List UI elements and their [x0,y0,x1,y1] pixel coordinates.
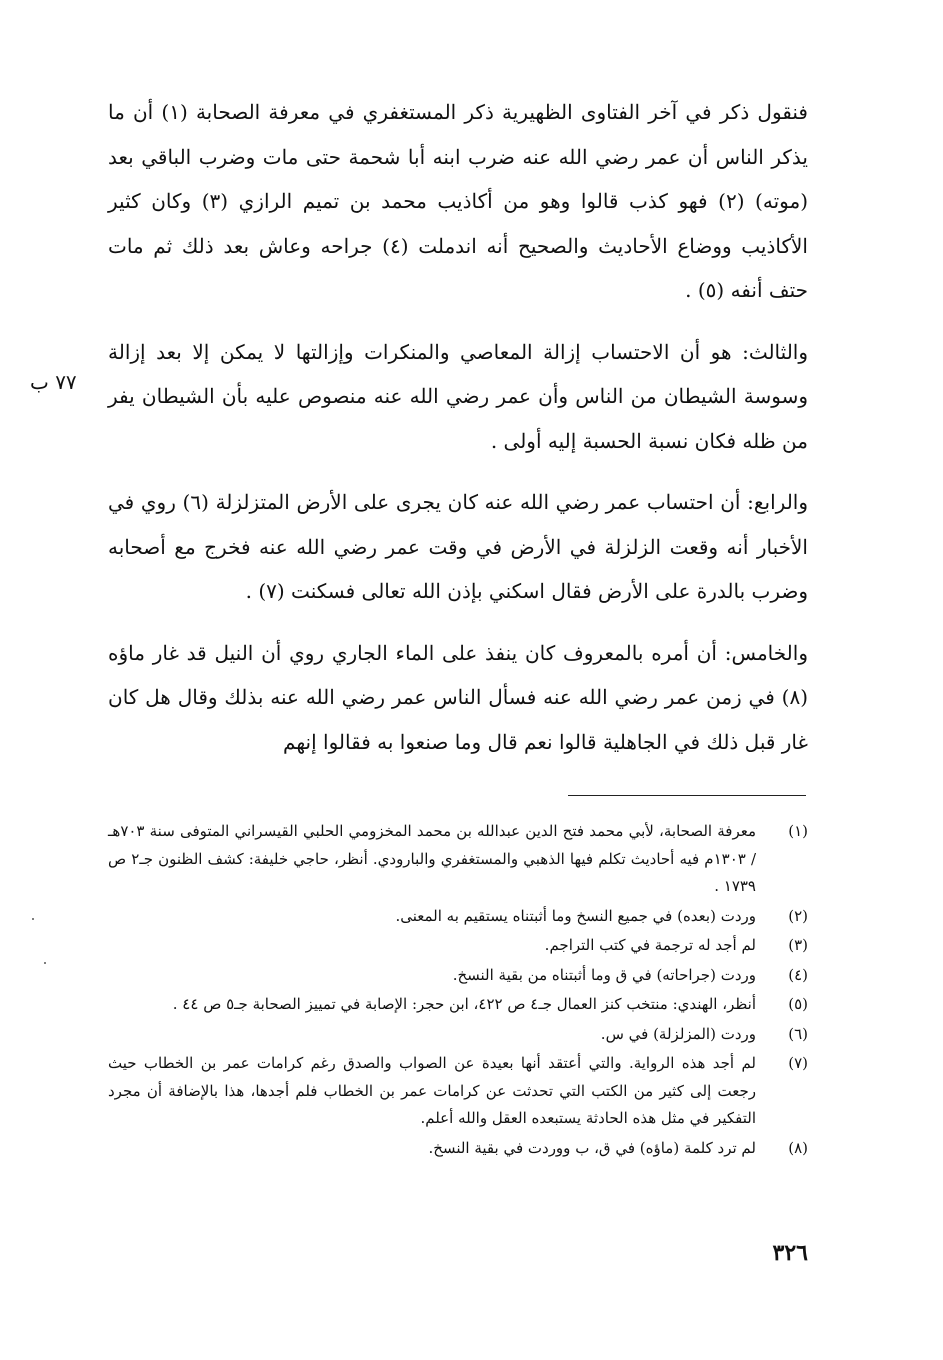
footnote-item [108,962,808,990]
footnote-number: (١) [788,822,808,840]
footnote-text: وردت (جراحاته) في ق وما أثبتناه من بقية النسخ. [452,965,756,984]
footnote-item [108,1021,808,1049]
footnote-number: (٢) [788,906,808,925]
footnote-number: (٦) [788,1024,808,1043]
footnote-number: (٣) [788,936,808,954]
paragraph-fifth: والخامس: أن أمره بالمعروف كان ينفذ على الماء الجاري روي أن النيل قد غار ماؤه (٨) في زمن عمر رضي الله عنه فسأل الناس عمر رضي الله عنه بذلك وقال هل كان غار قبل ذلك في الجاهلية قالوا نعم قال وما صنعوا به فقالوا إنهم [108,640,808,754]
footnote-item [108,903,808,931]
footnote-text: وردت (بعده) في جميع النسخ وما أثبتناه يستقيم به المعنى. [395,906,756,925]
footnote-number: (٧) [788,1054,808,1072]
main-text-body [108,90,808,781]
paragraph-fourth: والرابع: أن احتساب عمر رضي الله عنه كان يجرى على الأرض المتزلزلة (٦) روي في الأخبار أنه وقعت الزلزلة في الأرض في وقت عمر رضي الله عنه فخرج مع أصحابه وضرب بالدرة على الأرض فقال اسكني بإذن الله تعالى فسكنت (٧) . [108,490,808,603]
footnote-text: وردت (المزلزلة) في س. [600,1024,756,1043]
scan-speck [32,918,34,920]
paragraph-intro: فنقول ذكر في آخر الفتاوى الظهيرية ذكر المستغفري في معرفة الصحابة (١) أن ما يذكر الناس أن عمر رضي الله عنه ضرب ابنه أبا شحمة حتى مات وضرب الباقي بعد (موته) (٢) فهو كذب قالوا وهو من أكاذيب محمد بن تميم الرازي (٣) وكان كثير الأكاذيب ووضاع الأحاديث والصحيح أنه اندملت (٤) جراحه وعاش بعد ذلك ثم مات حتف أنفه (٥) . [108,100,808,302]
footnote-text: معرفة الصحابة، لأبي محمد فتح الدين عبدالله بن محمد المخزومي الحلبي القيسراني المتوفى سنة ٧٠٣هـ / ١٣٠٣م فيه أحاديث تكلم فيها الذهبي والمستغفري والبارودي. أنظر، حاجي خليفة: كشف الظنون جـ٢ ص ١٧٣٩ . [108,822,756,895]
footnote-number: (٤) [788,965,808,984]
footnote-text: أنظر، الهندي: منتخب كنز العمال جـ٤ ص ٤٢٢، ابن حجر: الإصابة في تمييز الصحابة جـ٥ ص ٤٤ . [172,995,756,1013]
footnote-number: (٨) [788,1138,808,1157]
footnote-item [108,1135,808,1163]
footnote-item [108,818,808,901]
footnote-number: (٥) [788,995,808,1013]
footnotes-section [108,818,808,1164]
scan-speck [44,962,46,964]
footnote-text: لم أجد هذه الرواية. والتي أعتقد أنها بعيدة عن الصواب والصدق رغم كرامات عمر بن الخطاب حيث رجعت إلى كثير من الكتب التي تحدثت عن كرامات عمر بن الخطاب فلم أجدها، هذا بالإضافة أن مجرد التفكير في مثل هذه الحادثة يستبعده العقل والله أعلم. [108,1054,756,1127]
footnote-item [108,1050,808,1133]
footnote-text: لم أجد له ترجمة في كتب التراجم. [544,936,756,954]
footnote-text: لم ترد كلمة (ماؤه) في ق، ب ووردت في بقية النسخ. [428,1138,756,1157]
manuscript-folio-marker: ٧٧ ب [30,370,77,394]
footnote-divider [568,795,806,796]
footnote-item [108,991,808,1019]
page-number: ٣٢٦ [772,1240,808,1266]
paragraph-third: والثالث: هو أن الاحتساب إزالة المعاصي والمنكرات وإزالتها لا يمكن إلا بعد إزالة وسوسة الشيطان من الناس وأن عمر رضي الله عنه منصوص عليه بأن الشيطان يفر من ظله فكان نسبة الحسبة إليه أولى . [108,339,808,453]
footnote-item [108,932,808,960]
